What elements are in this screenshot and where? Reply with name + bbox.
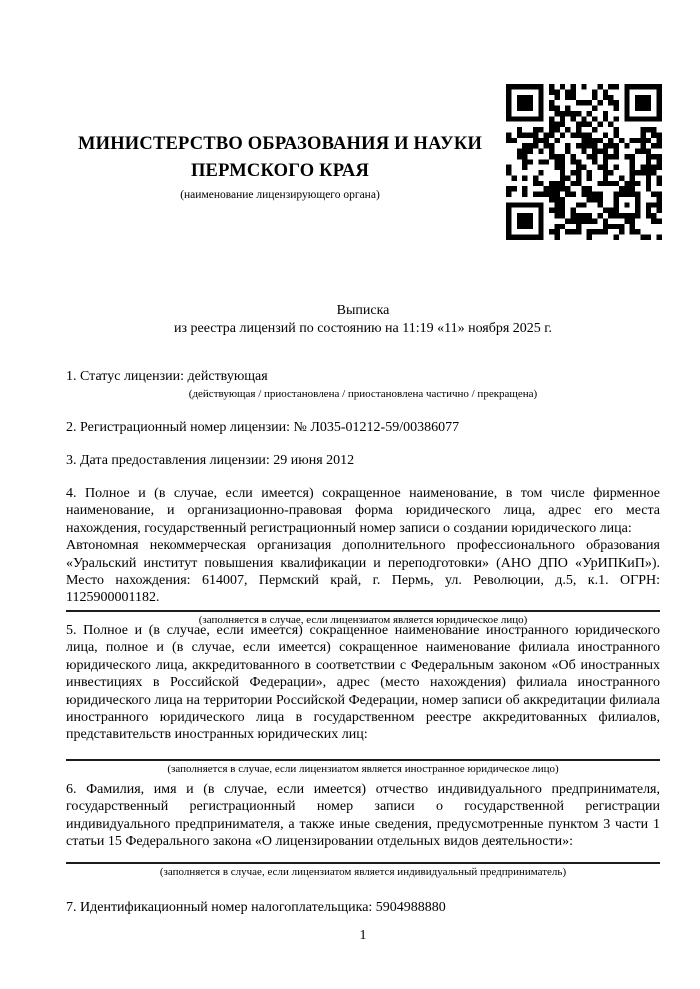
item-5-foreign-entity [66,622,660,776]
document-title [66,302,660,337]
item-2-registration-number: 2. Регистрационный номер лицензии: № Л035-01212-59/00386077 [66,420,460,435]
item-6-blank-field-line [66,862,660,864]
item-5-question: 5. Полное и (в случае, если имеется) сокращенное наименование иностранного юридического лица, полное и (в случае, если имеется) сокращенное наименование филиала иностранного юридического лица, аккредитованного в соответствии с Федеральным законом «Об иностранных инвестициях в Российской Федерации», адрес (место нахождения) филиала иностранного юридического лица на территории Российской Федерации, номер записи об аккредитации филиала иностранного юридического лица в государственном реестре аккредитованных филиалов, представительств иностранных юридических лиц: [66,623,660,743]
item-3-grant-date: 3. Дата предоставления лицензии: 29 июня 2012 [66,453,355,468]
item-1-license-status: 1. Статус лицензии: действующая [66,369,268,384]
page-number: 1 [359,928,367,943]
item-4-underline [66,610,660,612]
document-title-line1: Выписка [336,303,390,318]
item-4-question: 4. Полное и (в случае, если имеется) сокращенное наименование, в том числе фирменное наименование, и организационно-правовая форма юридического лица, адрес его места нахождения, государственный регистрационный номер записи о создании юридического лица: [66,486,660,536]
item-7-taxpayer-number: 7. Идентификационный номер налогоплательщика: 5904988880 [66,900,446,915]
item-1-caption: (действующая / приостановлена / приостановлена частично / прекращена) [188,388,538,400]
qr-code-icon [506,84,662,240]
authority-caption: (наименование лицензирующего органа) [180,189,380,201]
item-4-caption: (заполняется в случае, если лицензиатом является юридическое лицо) [198,613,528,626]
ministry-name-line1: МИНИСТЕРСТВО ОБРАЗОВАНИЯ И НАУКИ [77,134,483,154]
item-6-caption: (заполняется в случае, если лицензиатом является индивидуальный предприниматель) [159,865,567,878]
qr-code [506,84,662,240]
ministry-name-line2: ПЕРМСКОГО КРАЯ [190,161,370,181]
item-6-question: 6. Фамилия, имя и (в случае, если имеется) отчество индивидуального предпринимателя, государственный регистрационный номер записи о государственной регистрации индивидуального предпринимателя, а также иные сведения, предусмотренные пунктом 3 части 1 статьи 15 Федерального закона «О лицензировании отдельных видов деятельности»: [66,782,660,850]
item-5-caption: (заполняется в случае, если лицензиатом является иностранное юридическое лицо) [167,762,559,775]
item-5-blank-field-line [66,759,660,761]
item-4-legal-entity [66,485,660,627]
item-6-individual-entrepreneur [66,781,660,879]
item-4-answer: Автономная некоммерческая организация дополнительного профессионального образования «Уральский институт повышения квалификации и переподготовки» (АНО ДПО «УрИПКиП»). Место нахождения: 614007, Пермский край, г. Пермь, ул. Революции, д.5, к.1. ОГРН: 1125900001182. [66,538,660,606]
licensing-authority-header [66,131,494,202]
document-title-line2: из реестра лицензий по состоянию на 11:19 «11» ноября 2025 г. [174,320,552,336]
